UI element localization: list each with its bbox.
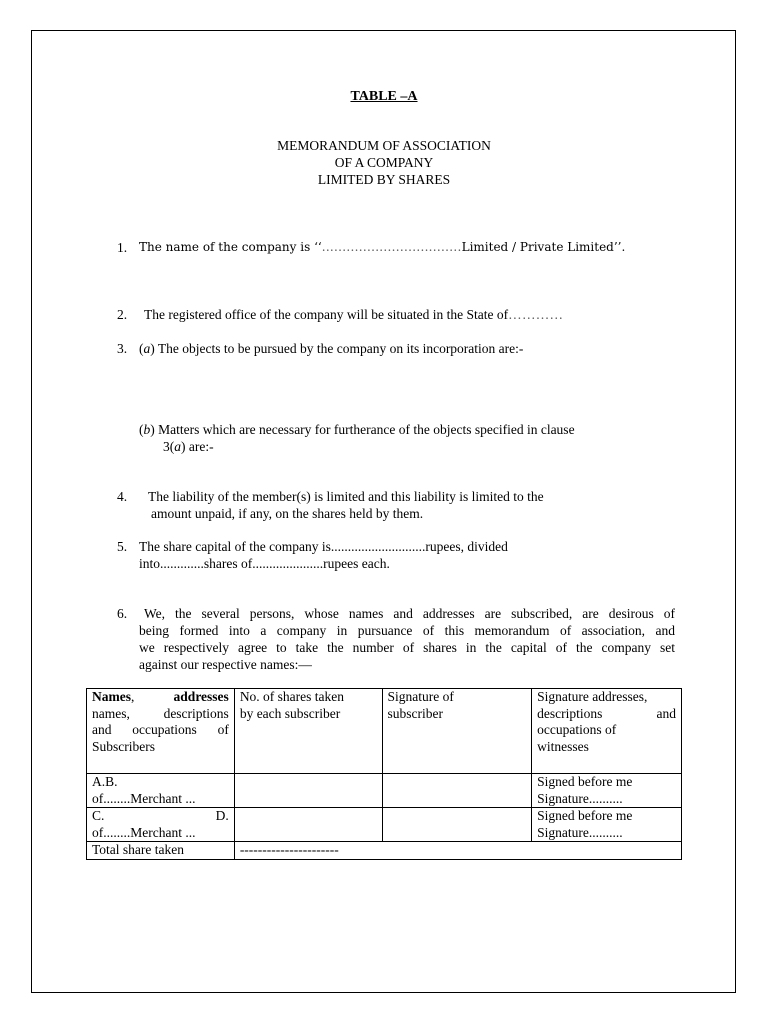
clause-6-number: 6. — [117, 606, 128, 621]
header-signature-cell — [382, 689, 532, 774]
row-1-name-line-1: A.B. — [92, 774, 118, 789]
clause-2-number: 2. — [117, 307, 128, 322]
row-2-witness-line-2: Signature.......... — [537, 824, 623, 840]
clause-4-number: 4. — [117, 489, 128, 504]
clause-6-line-1: We, the several persons, whose names and addresses are subscribed, are desirous of — [144, 606, 675, 621]
row-2-shares-cell — [234, 808, 382, 842]
row-1-shares-cell — [234, 774, 382, 808]
row-1-witness-cell — [532, 774, 682, 808]
clause-3a-body: ) The objects to be pursued by the company on its incorporation are:- — [150, 341, 524, 356]
header-names-line-3: and occupations of — [92, 722, 229, 737]
clause-2-text — [144, 306, 563, 323]
table-row — [87, 808, 682, 842]
row-2-name-cell — [87, 808, 235, 842]
clause-1-dots: .................................. — [321, 240, 462, 254]
clause-3b-letter: b — [143, 422, 151, 437]
clause-3b-ref-before: 3( — [163, 439, 175, 454]
total-value-cell: ---------------------- — [234, 842, 681, 860]
total-label-cell: Total share taken — [87, 842, 235, 860]
header-witness-cell — [532, 689, 682, 774]
clause-3b-body: ) Matters which are necessary for furtherance of the objects specified in clause — [150, 422, 575, 437]
header-signature-line-2: subscriber — [387, 705, 443, 721]
row-1-witness-line-2: Signature.......... — [537, 790, 623, 806]
clause-3b-paren: ( — [139, 422, 144, 437]
clause-4-line-1: The liability of the member(s) is limited and this liability is limited to the — [148, 489, 544, 504]
clause-3a-paren: ( — [139, 341, 144, 356]
row-1-signature-cell — [382, 774, 532, 808]
heading-line-3: LIMITED BY SHARES — [317, 172, 451, 187]
clause-3b-ref-letter: a — [174, 439, 181, 454]
header-shares-line-2: by each subscriber — [239, 705, 341, 721]
row-2-witness-line-1: Signed before me — [537, 808, 633, 823]
clause-2-body: The registered office of the company will be situated in the State of — [144, 307, 509, 322]
table-total-row — [87, 842, 682, 860]
row-2-name-line-2: of........Merchant ... — [92, 824, 196, 840]
clause-6-line-4: against our respective names:— — [139, 657, 312, 672]
header-addresses-bold: addresses — [173, 689, 229, 704]
clause-3b-line-1 — [139, 421, 575, 438]
header-witness-line-1: Signature addresses, — [537, 689, 648, 704]
clause-5-line-2: into.............shares of.....................rupees each. — [139, 556, 390, 571]
header-names-line-2: names, descriptions — [92, 705, 229, 721]
table-row — [87, 774, 682, 808]
clause-2-dots: ………… — [508, 307, 564, 322]
row-2-signature-cell — [382, 808, 532, 842]
header-witness-line-3: occupations of — [537, 722, 617, 737]
clause-6-line-2: being formed into a company in pursuance of this memorandum of association, and — [139, 623, 675, 638]
clause-4-line-2: amount unpaid, if any, on the shares held by them. — [151, 506, 424, 521]
subscribers-table — [86, 688, 682, 860]
header-signature-line-1: Signature of — [387, 689, 454, 704]
clause-3-number: 3. — [117, 341, 128, 356]
clause-1-text-before: The name of the company is ‘‘ — [139, 240, 322, 254]
heading-line-1: MEMORANDUM OF ASSOCIATION — [277, 138, 491, 153]
clause-3b-ref-after: ) are:- — [181, 439, 214, 454]
clause-3a-text — [139, 340, 523, 357]
row-2-witness-cell — [532, 808, 682, 842]
page-title: TABLE –A — [350, 89, 418, 104]
row-1-witness-line-1: Signed before me — [537, 774, 633, 789]
clause-1-text — [139, 239, 625, 256]
clause-3b-line-2 — [163, 438, 214, 455]
header-names-comma: , — [131, 689, 135, 704]
clause-1-number: 1. — [117, 240, 128, 255]
header-names-bold: Names — [92, 689, 131, 704]
row-1-name-line-2: of........Merchant ... — [92, 790, 196, 806]
row-2-name-line-1: C. D. — [92, 808, 229, 823]
header-witness-line-4: witnesses — [537, 738, 589, 754]
heading-line-2: OF A COMPANY — [334, 155, 434, 170]
table-header-row — [87, 689, 682, 774]
header-names-line-4: Subscribers — [92, 738, 155, 754]
header-witness-line-2: descriptions and — [537, 705, 676, 721]
clause-6-line-3: we respectively agree to take the number of shares in the capital of the company set — [139, 640, 675, 655]
clause-1-text-after: Limited / Private Limited’’. — [461, 240, 626, 254]
header-shares-line-1: No. of shares taken — [239, 689, 345, 704]
header-shares-cell — [234, 689, 382, 774]
clause-5-number: 5. — [117, 539, 128, 554]
clause-5-line-1: The share capital of the company is............................rupees, divided — [139, 539, 508, 554]
row-1-name-cell — [87, 774, 235, 808]
header-names-cell — [87, 689, 235, 774]
header-names-line-1 — [92, 689, 229, 706]
clause-3a-letter: a — [143, 341, 151, 356]
